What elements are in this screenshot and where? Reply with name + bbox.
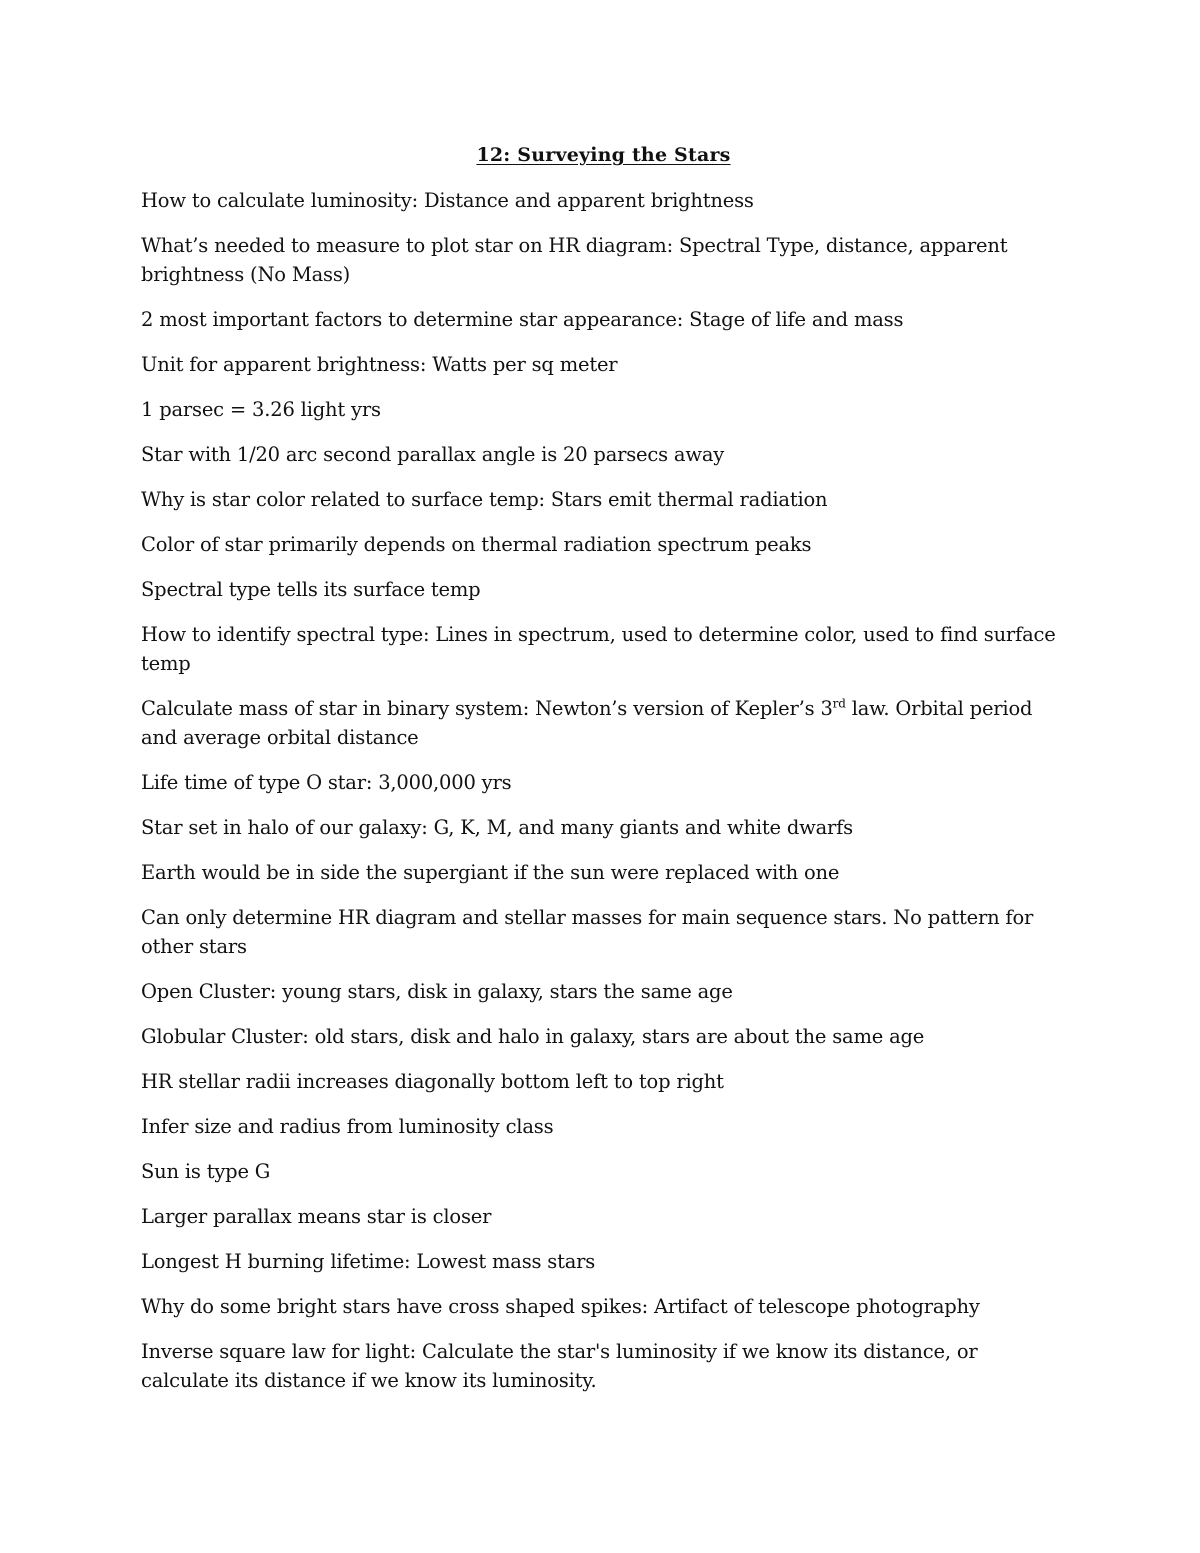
note-line: Longest H burning lifetime: Lowest mass stars — [141, 1250, 596, 1273]
note-text: Calculate mass of star in binary system: Newton’s version of Kepler’s 3 — [141, 697, 833, 720]
note-line: Inverse square law for light: Calculate the star's luminosity if we know its distance, or calculate its distance if we know its luminosity. — [141, 1340, 978, 1392]
note-line: Why do some bright stars have cross shaped spikes: Artifact of telescope photography — [141, 1295, 980, 1318]
note-line: Globular Cluster: old stars, disk and halo in galaxy, stars are about the same age — [141, 1025, 925, 1048]
document-page — [141, 140, 1066, 1411]
note-line: Star set in halo of our galaxy: G, K, M, and many giants and white dwarfs — [141, 816, 853, 839]
note-line-kepler — [141, 694, 1066, 752]
note-line: Sun is type G — [141, 1160, 271, 1183]
note-line: Earth would be in side the supergiant if the sun were replaced with one — [141, 861, 840, 884]
note-line: 2 most important factors to determine star appearance: Stage of life and mass — [141, 308, 904, 331]
note-line: Life time of type O star: 3,000,000 yrs — [141, 771, 512, 794]
note-line: HR stellar radii increases diagonally bottom left to top right — [141, 1070, 724, 1093]
note-line: Color of star primarily depends on thermal radiation spectrum peaks — [141, 533, 812, 556]
note-text: law. Orbital period and average orbital distance — [141, 697, 1033, 749]
note-line: Open Cluster: young stars, disk in galaxy, stars the same age — [141, 980, 733, 1003]
note-line: How to identify spectral type: Lines in spectrum, used to determine color, used to find surface temp — [141, 623, 1056, 675]
note-line: Unit for apparent brightness: Watts per sq meter — [141, 353, 618, 376]
note-line: Spectral type tells its surface temp — [141, 578, 481, 601]
document-title: 12: Surveying the Stars — [476, 144, 731, 166]
note-line: Why is star color related to surface temp: Stars emit thermal radiation — [141, 488, 828, 511]
note-line: What’s needed to measure to plot star on HR diagram: Spectral Type, distance, apparent brightness (No Mass) — [141, 234, 1008, 286]
note-line: Infer size and radius from luminosity class — [141, 1115, 554, 1138]
note-line: 1 parsec = 3.26 light yrs — [141, 398, 381, 421]
note-line: Larger parallax means star is closer — [141, 1205, 492, 1228]
ordinal-superscript: rd — [832, 696, 846, 711]
note-line: Can only determine HR diagram and stellar masses for main sequence stars. No pattern for other stars — [141, 906, 1034, 958]
note-line: Star with 1/20 arc second parallax angle is 20 parsecs away — [141, 443, 725, 466]
note-line: How to calculate luminosity: Distance and apparent brightness — [141, 189, 754, 212]
